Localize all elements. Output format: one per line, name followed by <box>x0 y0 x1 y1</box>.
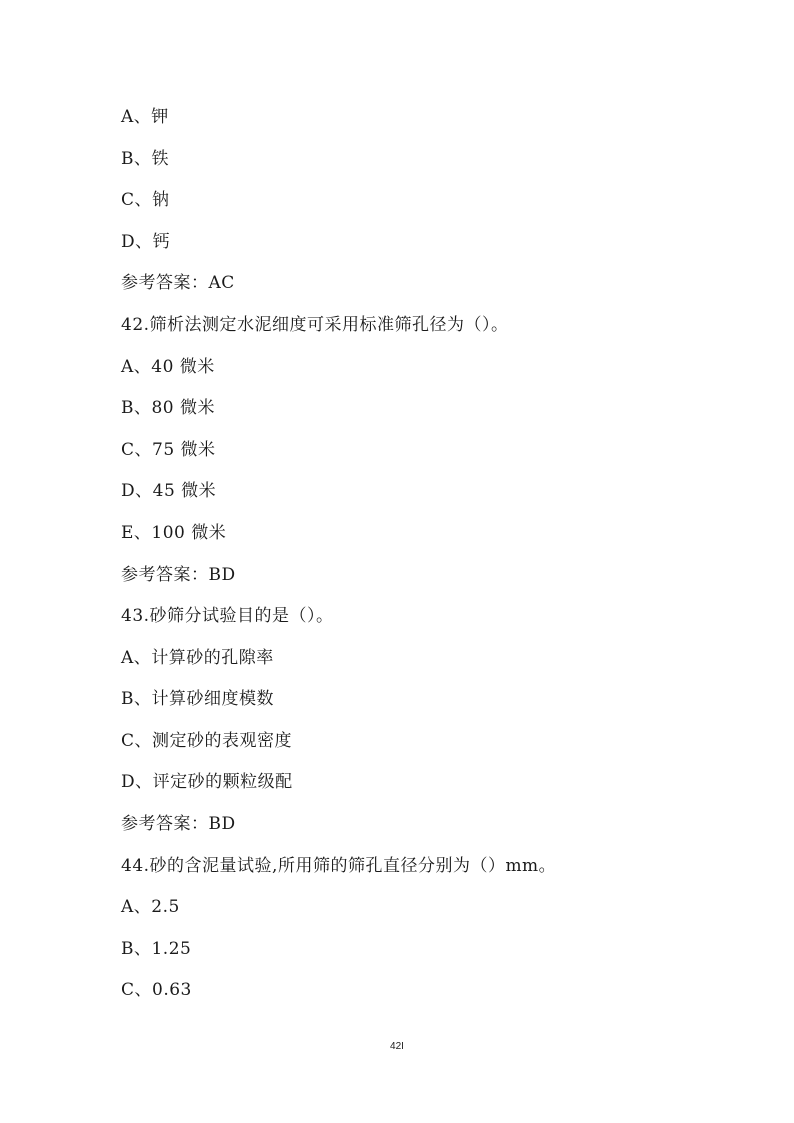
q44-option-b: B、1.25 <box>121 939 192 959</box>
answer-41: 参考答案：AC <box>121 273 235 293</box>
option-a-potassium: A、钾 <box>121 107 169 127</box>
q43-option-a: A、计算砂的孔隙率 <box>121 648 274 668</box>
question-43: 43.砂筛分试验目的是（）。 <box>121 606 334 626</box>
q42-option-c: C、75 微米 <box>121 440 216 460</box>
q43-option-c: C、测定砂的表观密度 <box>121 731 293 751</box>
answer-43: 参考答案：BD <box>121 814 236 834</box>
q43-option-d: D、评定砂的颗粒级配 <box>121 772 293 792</box>
q42-option-d: D、45 微米 <box>121 481 217 501</box>
q42-option-a: A、40 微米 <box>121 357 215 377</box>
option-c-sodium: C、钠 <box>121 190 170 210</box>
q42-option-b: B、80 微米 <box>121 398 216 418</box>
question-44: 44.砂的含泥量试验,所用筛的筛孔直径分别为（）mm。 <box>121 856 557 876</box>
q44-option-a: A、2.5 <box>121 897 180 917</box>
option-d-calcium: D、钙 <box>121 232 171 252</box>
page-number: 42I <box>390 1041 404 1052</box>
q42-option-e: E、100 微米 <box>121 523 227 543</box>
answer-42: 参考答案：BD <box>121 565 236 585</box>
option-b-iron: B、铁 <box>121 149 169 169</box>
q43-option-b: B、计算砂细度模数 <box>121 689 274 709</box>
question-42: 42.筛析法测定水泥细度可采用标准筛孔径为（）。 <box>121 315 509 335</box>
q44-option-c: C、0.63 <box>121 980 192 1000</box>
